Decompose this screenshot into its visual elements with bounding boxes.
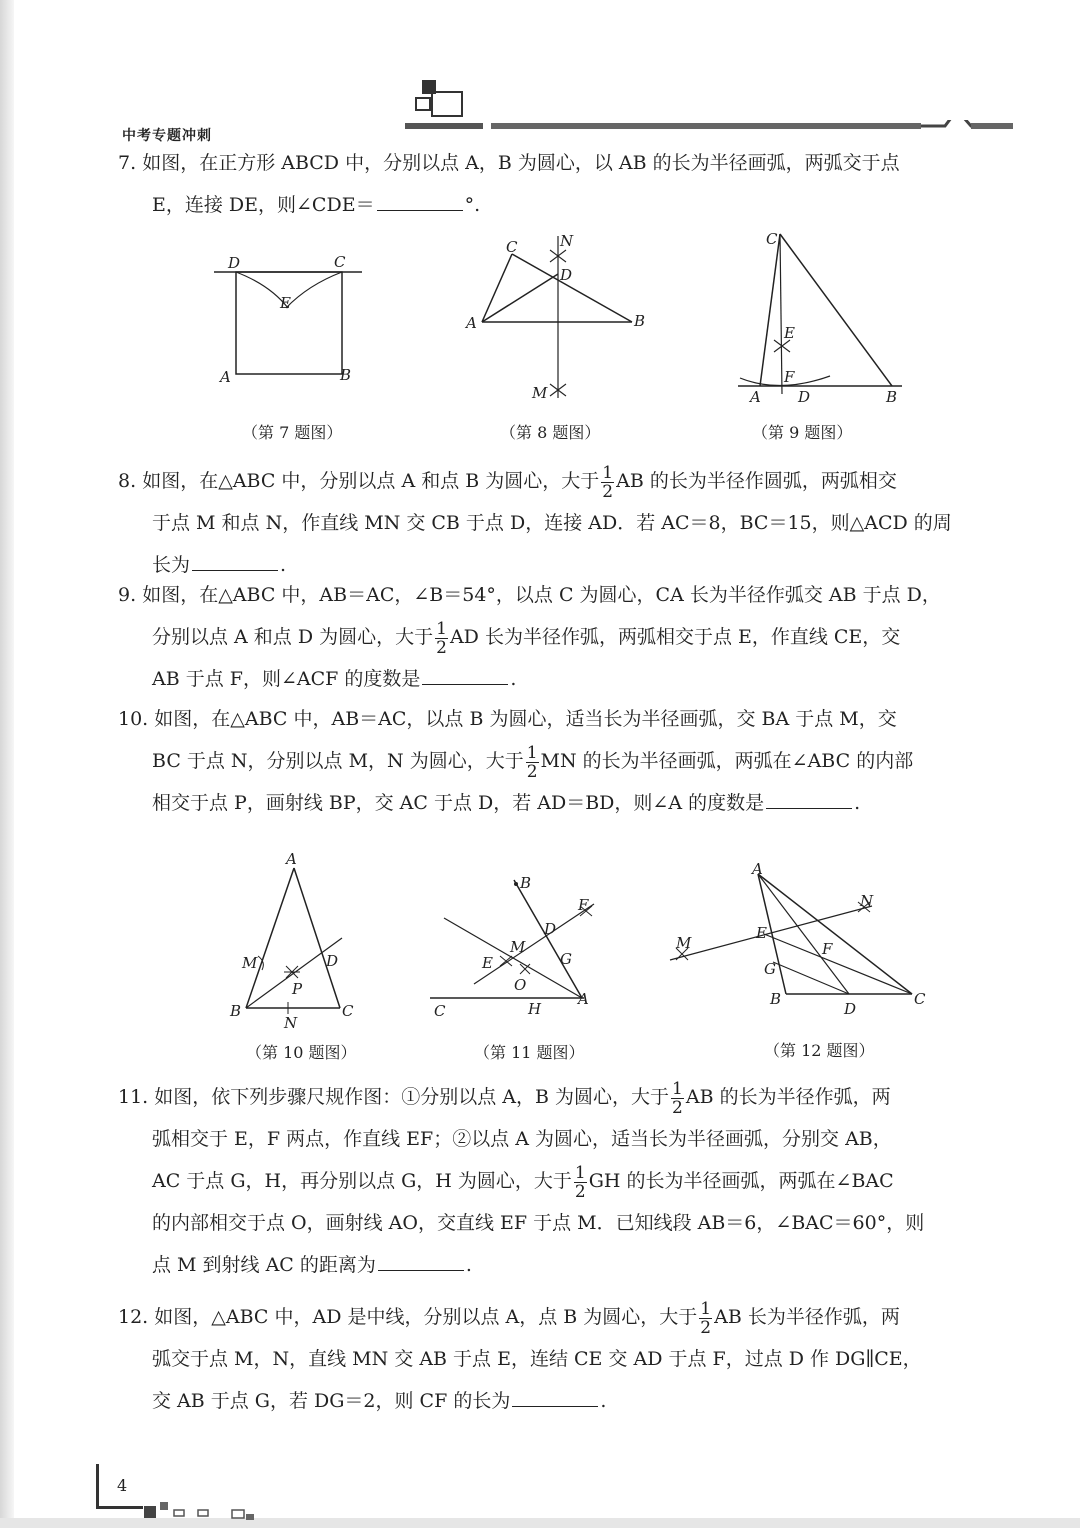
- fig11-label-b: B: [520, 874, 532, 892]
- question-text: AB 的长为半径作圆弧，两弧相交: [616, 470, 897, 492]
- question-10: [118, 698, 986, 824]
- fig10-label-d: D: [326, 952, 339, 970]
- fig8-label-n: N: [560, 232, 574, 250]
- answer-blank[interactable]: [192, 552, 278, 571]
- fraction: [526, 744, 539, 781]
- question-line: [118, 142, 986, 184]
- question-text: 如图，在正方形 ABCD 中，分别以点 A，B 为圆心，以 AB 的长为半径画弧，两弧交于点: [142, 152, 900, 174]
- question-text: 如图，△ABC 中，AD 是中线，分别以点 A，点 B 为圆心，大于: [154, 1306, 698, 1328]
- fig7-square: [236, 272, 342, 374]
- fig12-label-m: M: [676, 934, 692, 952]
- fraction: [601, 464, 614, 501]
- fig9-label-c: C: [766, 230, 778, 248]
- fraction-numerator: 1: [436, 618, 447, 639]
- fig11-label-e: E: [482, 954, 493, 972]
- question-line: [118, 502, 986, 544]
- question-line: [118, 460, 986, 502]
- question-8: [118, 460, 986, 586]
- question-text: °.: [464, 194, 481, 216]
- fig11-label-g: G: [560, 950, 572, 968]
- fig9-label-b: B: [886, 388, 898, 406]
- question-text: AB 于点 F，则∠ACF 的度数是: [152, 668, 421, 690]
- question-11: [118, 1076, 986, 1286]
- question-text: .: [600, 1390, 607, 1412]
- figure-11: [424, 864, 614, 1024]
- fig10-label-b: B: [230, 1002, 242, 1020]
- fig7-label-d: D: [228, 254, 241, 272]
- answer-blank[interactable]: [766, 790, 852, 809]
- question-text: 弧交于点 M，N，直线 MN 交 AB 于点 E，连结 CE 交 AD 于点 F，过点 D 作 DG∥CE，: [152, 1348, 922, 1370]
- page-number-box: [96, 1464, 143, 1509]
- figure-8: [462, 228, 662, 408]
- question-line: [118, 616, 986, 658]
- figure-9: [730, 226, 920, 406]
- fig7-label-e: E: [280, 294, 291, 312]
- fraction: [699, 1300, 712, 1337]
- fraction-denominator: 2: [700, 1317, 712, 1338]
- question-text: 交 AB 于点 G，若 DG＝2，则 CF 的长为: [152, 1390, 511, 1412]
- fraction-numerator: 1: [574, 1162, 586, 1183]
- fig12-label-d: D: [844, 1000, 857, 1018]
- question-text: AD 长为半径作弧，两弧相交于点 E，作直线 CE，交: [449, 626, 901, 648]
- fraction-denominator: 2: [574, 1181, 586, 1202]
- header-label: 中考专题冲刺: [122, 128, 212, 144]
- question-line: [118, 1244, 986, 1286]
- fig7-label-c: C: [334, 253, 346, 271]
- question-text: AB 长为半径作弧，两: [714, 1306, 900, 1328]
- fraction-numerator: 1: [526, 742, 538, 763]
- figure-10: [222, 848, 372, 1038]
- fig9-line-ce: [780, 234, 782, 394]
- question-text: AC 于点 G，H，再分别以点 G，H 为圆心，大于: [152, 1170, 572, 1192]
- fig8-line-cb: [512, 254, 632, 322]
- fig11-label-o: O: [514, 976, 527, 994]
- fig9-line-ca: [760, 234, 780, 386]
- fig11-label-c: C: [434, 1002, 446, 1020]
- fig7-label-b: B: [340, 366, 352, 384]
- fig12-label-c: C: [914, 990, 926, 1008]
- question-number: 12.: [118, 1306, 149, 1328]
- fig10-label-a: A: [286, 850, 297, 868]
- fig11-label-f: F: [578, 896, 589, 914]
- question-line: [118, 740, 986, 782]
- fig8-label-c: C: [506, 238, 518, 256]
- question-text: 点 M 到射线 AC 的距离为: [152, 1254, 376, 1276]
- fig11-point-b: [514, 882, 518, 886]
- figure-7: [210, 250, 370, 390]
- question-line: [118, 184, 986, 226]
- question-line: [118, 782, 986, 824]
- question-line: [118, 1160, 986, 1202]
- fig10-label-c: C: [342, 1002, 354, 1020]
- fig10-label-p: P: [292, 980, 303, 998]
- page-edge-shadow: [0, 0, 14, 1528]
- question-text: 相交于点 P，画射线 BP，交 AC 于点 D，若 AD＝BD，则∠A 的度数是: [152, 792, 765, 814]
- fig7-caption: （第 7 题图）: [242, 423, 343, 442]
- question-text: 分别以点 A 和点 D 为圆心，大于: [152, 626, 434, 648]
- header-rule: [405, 120, 1013, 130]
- question-line: [118, 1076, 986, 1118]
- fraction: [574, 1164, 587, 1201]
- fig9-label-d: D: [798, 388, 811, 406]
- fig8-label-d: D: [560, 266, 573, 284]
- fig11-arc-mark-e: [500, 956, 512, 966]
- fig10-label-n: N: [284, 1014, 298, 1032]
- fig8-label-m: M: [532, 384, 548, 402]
- fraction-numerator: 1: [672, 1078, 683, 1099]
- question-text: AB 的长为半径作弧，两: [685, 1086, 891, 1108]
- fig10-arc-mark-p: [284, 966, 300, 978]
- page-number: 4: [117, 1476, 128, 1495]
- fig8-label-a: A: [466, 314, 477, 332]
- question-text: .: [465, 1254, 472, 1276]
- fig7-arc-right: [286, 272, 342, 308]
- fig10-caption: （第 10 题图）: [246, 1043, 357, 1062]
- question-line: [118, 1118, 986, 1160]
- question-text: .: [280, 554, 287, 576]
- fig8-caption: （第 8 题图）: [500, 423, 601, 442]
- fraction-numerator: 1: [602, 462, 614, 483]
- fig12-caption: （第 12 题图）: [764, 1041, 875, 1060]
- question-line: [118, 1296, 986, 1338]
- fig9-label-e: E: [784, 324, 795, 342]
- question-text: MN 的长为半径画弧，两弧在∠ABC 的内部: [540, 750, 914, 772]
- question-number: 11.: [118, 1086, 149, 1108]
- fraction-denominator: 2: [672, 1097, 683, 1118]
- question-line: [118, 1338, 986, 1380]
- fig11-label-d: D: [544, 920, 557, 938]
- answer-blank[interactable]: [378, 1252, 464, 1271]
- fig12-label-b: B: [770, 990, 782, 1008]
- question-text: BC 于点 N，分别以点 M，N 为圆心，大于: [152, 750, 524, 772]
- question-number: 9.: [118, 584, 137, 606]
- fig9-label-a: A: [750, 388, 761, 406]
- question-line: [118, 1202, 986, 1244]
- question-line: [118, 698, 986, 740]
- question-line: [118, 658, 986, 700]
- fig12-label-g: G: [764, 960, 776, 978]
- fig8-label-b: B: [634, 312, 646, 330]
- question-line: [118, 1380, 986, 1422]
- answer-blank[interactable]: [377, 192, 463, 211]
- question-text: GH 的长为半径画弧，两弧在∠BAC: [588, 1170, 894, 1192]
- question-number: 7.: [118, 152, 137, 174]
- answer-blank[interactable]: [512, 1388, 598, 1407]
- fraction-denominator: 2: [602, 481, 614, 502]
- question-text: .: [510, 668, 517, 690]
- question-12: [118, 1296, 986, 1422]
- fraction: [671, 1080, 684, 1117]
- question-text: 的内部相交于点 O，画射线 AO，交直线 EF 于点 M．已知线段 AB＝6，∠BAC＝60°，则: [152, 1212, 925, 1234]
- fig12-label-a: A: [752, 860, 763, 878]
- fig12-label-f: F: [822, 940, 833, 958]
- fig12-label-e: E: [756, 924, 767, 942]
- fraction-numerator: 1: [700, 1298, 712, 1319]
- fig7-label-a: A: [220, 368, 231, 386]
- fig12-label-n: N: [860, 892, 874, 910]
- answer-blank[interactable]: [422, 666, 508, 685]
- question-text: 弧相交于 E，F 两点，作直线 EF；②以点 A 为圆心，适当长为半径画弧，分别交 AB，: [152, 1128, 892, 1150]
- question-number: 10.: [118, 708, 149, 730]
- figure-12: [664, 856, 934, 1026]
- question-text: 如图，在△ABC 中，AB＝AC，∠B＝54°，以点 C 为圆心，CA 长为半径作弧交 AB 于点 D，: [142, 584, 941, 606]
- fig11-label-h: H: [528, 1000, 542, 1018]
- fig11-label-a: A: [578, 990, 589, 1008]
- fraction-denominator: 2: [436, 637, 447, 658]
- question-number: 8.: [118, 470, 137, 492]
- question-text: 长为: [152, 554, 191, 576]
- fig10-line-ab: [246, 868, 294, 1008]
- fig9-caption: （第 9 题图）: [752, 423, 853, 442]
- fig10-label-m: M: [242, 954, 258, 972]
- question-text: E，连接 DE，则∠CDE＝: [152, 194, 375, 216]
- question-line: [118, 574, 986, 616]
- question-7: [118, 142, 986, 226]
- fraction-denominator: 2: [526, 761, 538, 782]
- footer-decoration-icon: [140, 1498, 260, 1522]
- question-text: 如图，在△ABC 中，AB＝AC，以点 B 为圆心，适当长为半径画弧，交 BA 于点 M，交: [154, 708, 897, 730]
- question-text: 如图，依下列步骤尺规作图：①分别以点 A，B 为圆心，大于: [154, 1086, 670, 1108]
- fig11-caption: （第 11 题图）: [474, 1043, 585, 1062]
- question-text: 如图，在△ABC 中，分别以点 A 和点 B 为圆心，大于: [142, 470, 600, 492]
- fig12-line-ce: [764, 934, 912, 994]
- question-text: .: [854, 792, 861, 814]
- fig12-line-mn: [670, 906, 872, 960]
- fraction: [435, 620, 448, 657]
- fig9-line-cb: [780, 234, 892, 386]
- fig11-label-m: M: [510, 938, 526, 956]
- question-9: [118, 574, 986, 700]
- question-text: 于点 M 和点 N，作直线 MN 交 CB 于点 D，连接 AD．若 AC＝8，BC＝15，则△ACD 的周: [152, 512, 952, 534]
- fig9-label-f: F: [784, 368, 795, 386]
